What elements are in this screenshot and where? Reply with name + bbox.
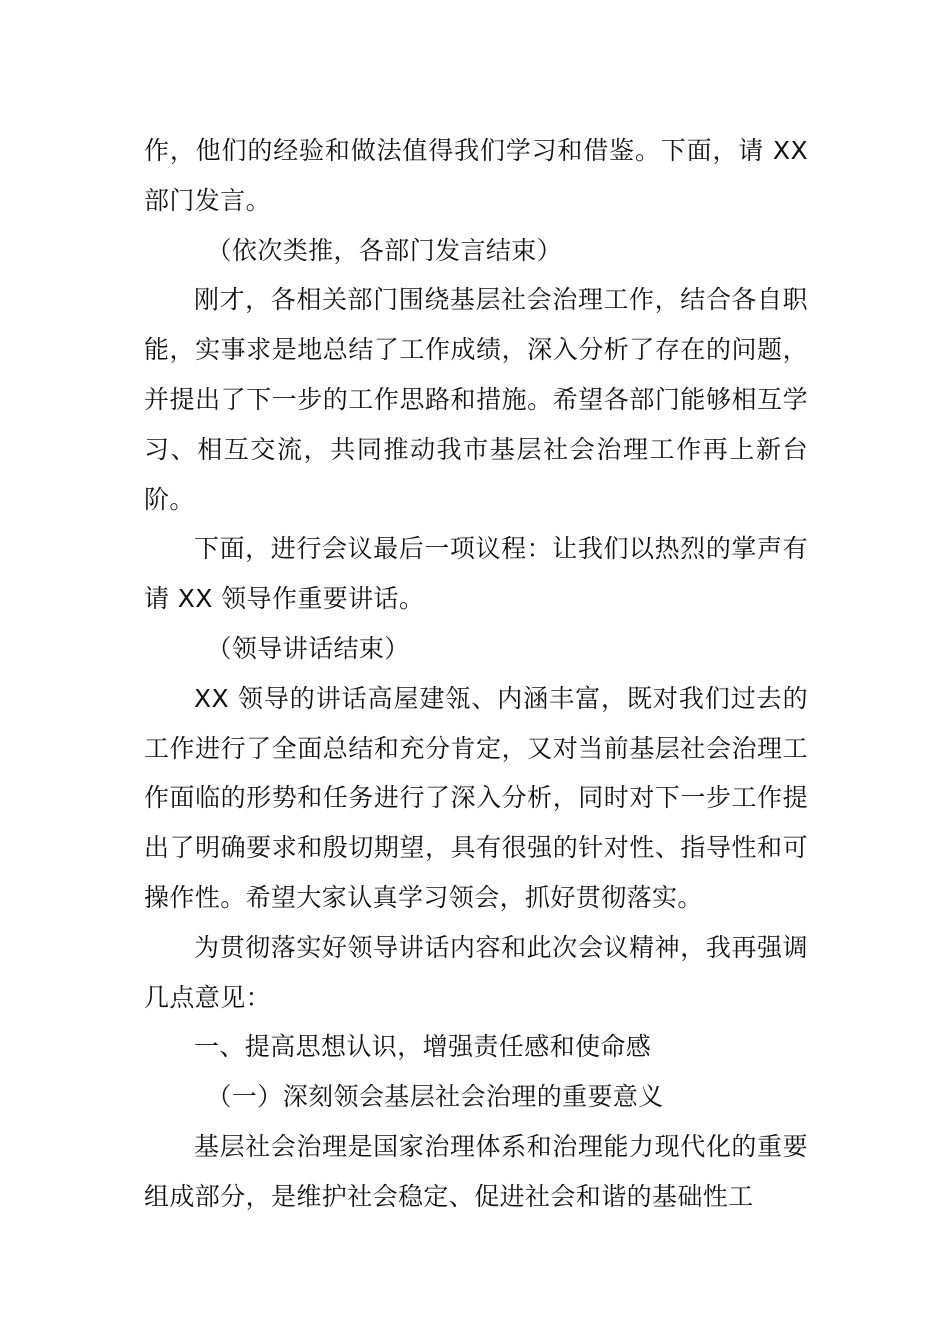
paragraph-significance: 基层社会治理是国家治理体系和治理能力现代化的重要组成部分，是维护社会稳定、促进社会和谐的基础性工: [144, 1131, 808, 1211]
paragraph-continuation: 作，他们的经验和做法值得我们学习和借鉴。下面，请 XX 部门发言。: [144, 136, 808, 215]
paragraph-leader-speech: XX 领导的讲话高屋建瓴、内涵丰富，既对我们过去的工作进行了全面总结和充分肯定，又对当前基层社会治理工作面临的形势和任务进行了深入分析，同时对下一步工作提出了明确要求和殷切期望，具有很强的针对性、指导性和可操作性。希望大家认真学习领会，抓好贯彻落实。: [144, 683, 808, 912]
heading-subsection-1: （一）深刻领会基层社会治理的重要意义: [206, 1082, 664, 1112]
paragraph-opinions-intro: 为贯彻落实好领导讲话内容和此次会议精神，我再强调几点意见：: [144, 932, 808, 1012]
paragraph-note-leader: （领导讲话结束）: [206, 633, 410, 663]
document-body: [144, 126, 808, 1222]
paragraph-agenda: 下面，进行会议最后一项议程：让我们以热烈的掌声有请 XX 领导作重要讲话。: [144, 534, 808, 614]
heading-section-1: 一、提高思想认识，增强责任感和使命感: [194, 1032, 652, 1062]
paragraph-note-departments: （依次类推，各部门发言结束）: [206, 235, 563, 265]
paragraph-summary: 刚才，各相关部门围绕基层社会治理工作，结合各自职能，实事求是地总结了工作成绩，深入分析了存在的问题，并提出了下一步的工作思路和措施。希望各部门能够相互学习、相互交流，共同推动我市基层社会治理工作再上新台阶。: [144, 285, 808, 514]
